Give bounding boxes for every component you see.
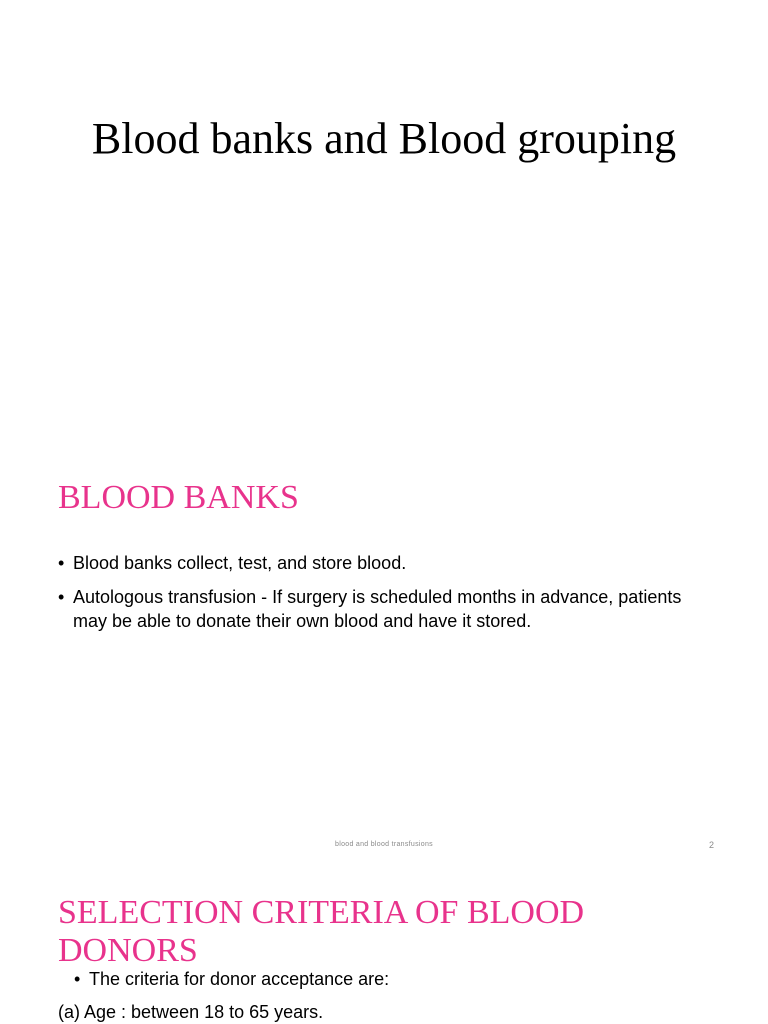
section-heading-blood-banks: BLOOD BANKS	[58, 479, 299, 516]
section-heading-selection-criteria: SELECTION CRITERIA OF BLOOD DONORS	[58, 894, 585, 969]
slide-number: 2	[708, 840, 714, 850]
bullet-icon: •	[58, 553, 65, 573]
criteria-line: (a) Age : between 18 to 65 years.	[58, 1002, 324, 1022]
bullet-list	[58, 551, 718, 643]
slide-blood-banks	[0, 432, 768, 864]
bullet-text: Blood banks collect, test, and store blood.	[73, 553, 407, 573]
bullet-icon: •	[74, 969, 81, 989]
bullet-item	[58, 551, 718, 575]
slide-footer: blood and blood transfusions	[335, 841, 433, 848]
bullet-text: The criteria for donor acceptance are:	[89, 969, 390, 989]
bullet-list	[74, 967, 734, 997]
presentation-title: Blood banks and Blood grouping	[91, 114, 677, 163]
bullet-item	[74, 967, 734, 991]
bullet-icon: •	[58, 587, 65, 607]
bullet-text: Autologous transfusion - If surgery is scheduled months in advance, patients may be able to donate their own blood and have it stored.	[73, 587, 682, 631]
slide-selection-criteria	[0, 864, 768, 1024]
bullet-item	[58, 585, 718, 633]
slide-title	[0, 0, 768, 432]
